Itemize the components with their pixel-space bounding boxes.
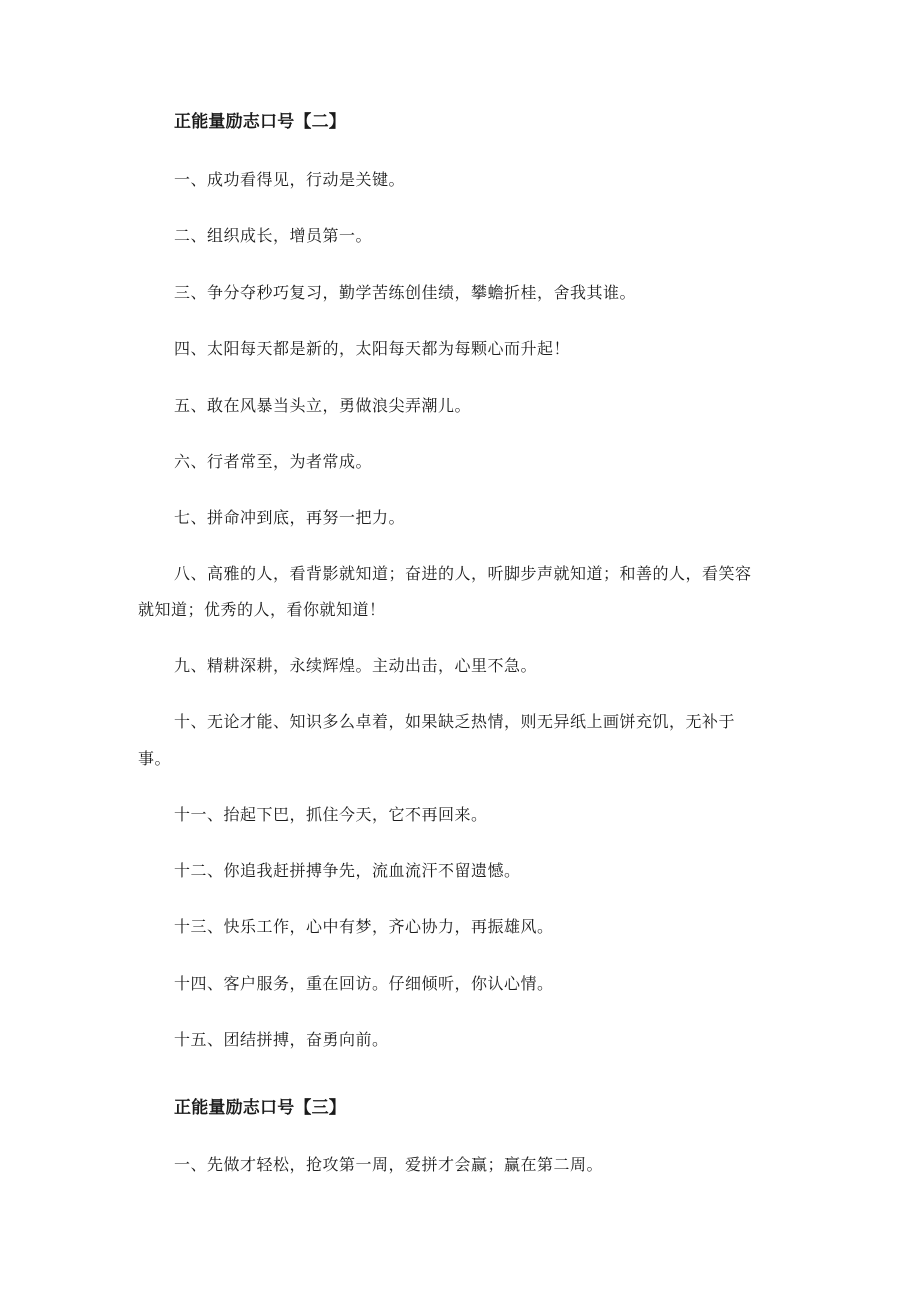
slogan-item-7: 七、拼命冲到底，再努一把力。 <box>174 508 406 527</box>
slogan-item-4: 四、太阳每天都是新的，太阳每天都为每颗心而升起！ <box>174 339 571 358</box>
slogan-item-1: 一、成功看得见，行动是关键。 <box>174 170 406 189</box>
slogan-item-6: 六、行者常至，为者常成。 <box>174 452 373 471</box>
slogan-item-12: 十二、你追我赶拼搏争先，流血流汗不留遗憾。 <box>174 861 521 880</box>
slogan-item-10: 十、无论才能、知识多么卓着，如果缺乏热情，则无异纸上画饼充饥，无补于 <box>174 712 736 731</box>
slogan-item-13: 十三、快乐工作，心中有梦，齐心协力，再振雄风。 <box>174 917 554 936</box>
slogan-item-10-continuation: 事。 <box>138 749 172 768</box>
slogan-item-8-continuation: 就知道；优秀的人，看你就知道！ <box>138 600 386 619</box>
slogan-item-8: 八、高雅的人，看背影就知道；奋进的人，听脚步声就知道；和善的人，看笑容 <box>174 564 752 583</box>
section-heading-3: 正能量励志口号【三】 <box>174 1098 346 1118</box>
section-heading-2: 正能量励志口号【二】 <box>174 112 346 132</box>
slogan-item-14: 十四、客户服务，重在回访。仔细倾听，你认心情。 <box>174 974 554 993</box>
slogan-item-11: 十一、抬起下巴，抓住今天，它不再回来。 <box>174 805 488 824</box>
slogan-item-2: 二、组织成长，增员第一。 <box>174 226 373 245</box>
slogan-item-5: 五、敢在风暴当头立，勇做浪尖弄潮儿。 <box>174 396 472 415</box>
slogan-item-9: 九、精耕深耕，永续辉煌。主动出击，心里不急。 <box>174 656 538 675</box>
slogan-item-3-1: 一、先做才轻松，抢攻第一周，爱拼才会赢；赢在第二周。 <box>174 1155 604 1174</box>
slogan-item-15: 十五、团结拼搏，奋勇向前。 <box>174 1030 389 1049</box>
slogan-item-3: 三、争分夺秒巧复习，勤学苦练创佳绩，攀蟾折桂，舍我其谁。 <box>174 283 637 302</box>
